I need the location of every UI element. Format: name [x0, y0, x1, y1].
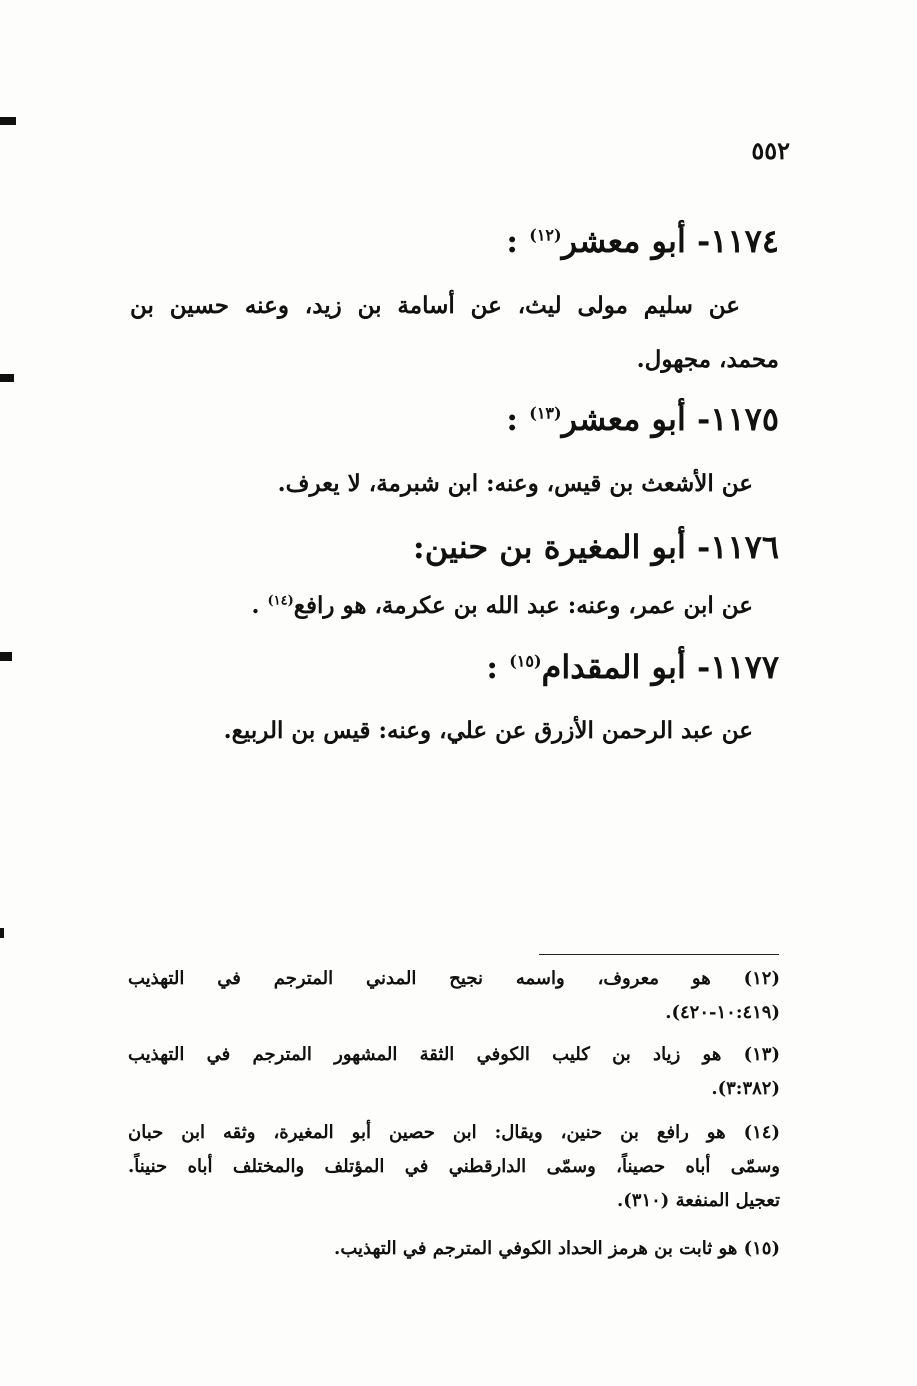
entry-heading: ١١٧٥- أبو معشر — [561, 400, 779, 438]
entry-heading: ١١٧٧- أبو المقدام — [541, 648, 779, 686]
scan-edge-mark — [0, 652, 12, 661]
footnote-12 — [128, 962, 780, 1030]
entry-title-1177 — [119, 648, 779, 686]
entry-colon: : — [506, 400, 530, 438]
footnote-line: (١٥) هو ثابت بن هرمز الحداد الكوفي المترجم في التهذيب. — [334, 1238, 780, 1259]
footnote-ref: (١٥) — [509, 651, 542, 671]
entry-title-1175 — [119, 400, 779, 438]
footnote-ref: (١٤) — [267, 593, 294, 609]
footnote-line: وسمّى أباه حصيناً، وسمّى الدارقطني في المؤتلف والمختلف أباه حنيناً. — [128, 1156, 780, 1177]
entry-title-1174 — [119, 222, 779, 260]
footnote-line: (٣:٣٨٢). — [711, 1078, 780, 1099]
scan-edge-mark — [0, 374, 14, 382]
entry-text: عن ابن عمر، وعنه: عبد الله بن عكرمة، هو رافع — [293, 592, 753, 619]
footnote-15 — [128, 1232, 780, 1266]
entry-text-line: محمد، مجهول. — [636, 346, 779, 373]
page-number: ٥٥٢ — [751, 136, 790, 165]
entry-text-line: عن الأشعث بن قيس، وعنه: ابن شبرمة، لا يعرف. — [277, 470, 753, 497]
footnote-line: (١٢) هو معروف، واسمه نجيح المدني المترجم في التهذيب — [128, 968, 780, 989]
entry-text-line — [251, 592, 753, 619]
entry-text-line: عن عبد الرحمن الأزرق عن علي، وعنه: قيس بن الربيع. — [223, 717, 753, 744]
entry-colon: : — [486, 648, 510, 686]
entry-period: . — [251, 592, 268, 619]
entry-heading: ١١٧٤- أبو معشر — [561, 222, 779, 260]
entry-title-1176: ١١٧٦- أبو المغيرة بن حنين: — [412, 528, 779, 566]
footnote-line: (١٠:٤١٩-٤٢٠). — [665, 1002, 780, 1023]
footnote-line: (١٤) هو رافع بن حنين، ويقال: ابن حصين أبو المغيرة، وثقه ابن حبان — [128, 1122, 780, 1143]
footnote-14 — [128, 1116, 780, 1218]
footnote-separator — [539, 954, 779, 955]
footnote-ref: (١٢) — [529, 225, 562, 245]
footnote-line: (١٣) هو زياد بن كليب الكوفي الثقة المشهور المترجم في التهذيب — [128, 1044, 780, 1065]
footnote-ref: (١٣) — [529, 403, 562, 423]
entry-colon: : — [506, 222, 530, 260]
footnote-line: تعجيل المنفعة (٣١٠). — [616, 1190, 780, 1211]
scan-edge-mark — [0, 117, 16, 125]
scan-edge-mark — [0, 928, 4, 938]
entry-text-line: عن سليم مولى ليث، عن أسامة بن زيد، وعنه حسين بن — [130, 292, 740, 319]
footnote-13 — [128, 1038, 780, 1106]
